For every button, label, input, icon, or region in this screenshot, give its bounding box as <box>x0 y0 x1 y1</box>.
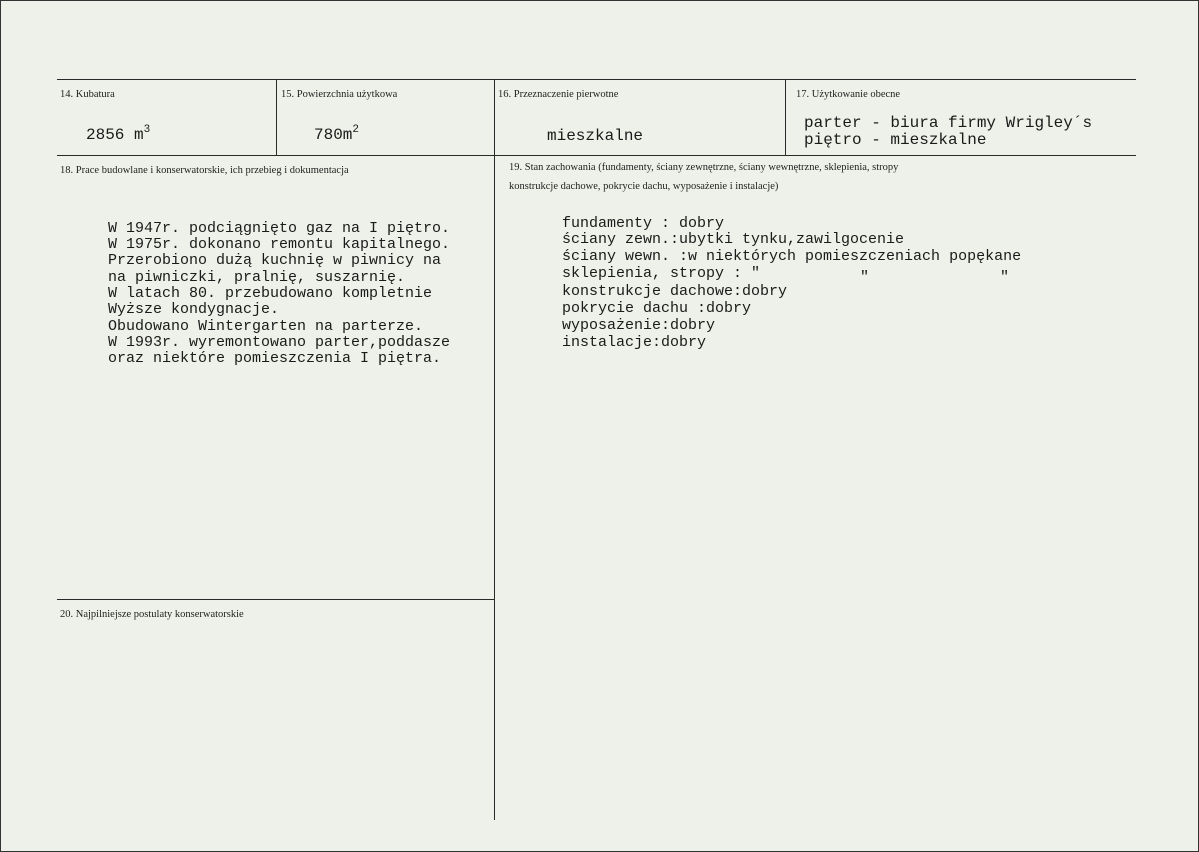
rule-above-field20 <box>57 599 495 600</box>
main-vertical-divider <box>494 155 495 820</box>
stan-line-1: fundamenty : dobry <box>562 215 725 232</box>
stan-ditto-2: " <box>1000 269 1010 286</box>
divider-16-17 <box>785 79 786 156</box>
stan-line-3: ściany wewn. :w niektórych pomieszczeniach popękane <box>562 248 1022 265</box>
label-stan-zachowania-1: 19. Stan zachowania (fundamenty, ściany zewnętrzne, ściany wewnętrzne, sklepienia, stropy <box>509 162 899 173</box>
stan-line-5: konstrukcje dachowe:dobry <box>562 283 788 300</box>
value-uzytkowanie-line-2: piętro - mieszkalne <box>804 131 987 149</box>
prace-line-8: W 1993r. wyremontowano parter,poddasze <box>108 334 451 351</box>
divider-14-15 <box>276 79 277 156</box>
stan-line-2: ściany zewn.:ubytki tynku,zawilgocenie <box>562 231 905 248</box>
stan-line-4: sklepienia, stropy : " <box>562 265 761 282</box>
label-prace-budowlane: 18. Prace budowlane i konserwatorskie, ich przebieg i dokumentacja <box>60 165 349 176</box>
label-kubatura: 14. Kubatura <box>60 89 115 100</box>
prace-line-1: W 1947r. podciągnięto gaz na I piętro. <box>108 220 451 237</box>
stan-line-8: instalacje:dobry <box>562 334 707 351</box>
prace-line-4: na piwniczki, pralnię, suszarnię. <box>108 269 406 286</box>
prace-line-5: W latach 80. przebudowano kompletnie <box>108 285 433 302</box>
value-przeznaczenie: mieszkalne <box>547 127 644 145</box>
value-kubatura: 2856 $m^3$ <box>86 124 151 144</box>
value-uzytkowanie-line-1: parter - biura firmy Wrigley´s <box>804 114 1093 132</box>
stan-line-7: wyposażenie:dobry <box>562 317 716 334</box>
prace-line-7: Obudowano Wintergarten na parterze. <box>108 318 424 335</box>
label-przeznaczenie: 16. Przeznaczenie pierwotne <box>498 89 619 100</box>
value-powierzchnia: $780m^2$ <box>314 124 360 144</box>
stan-ditto-1: " <box>860 269 870 286</box>
prace-line-6: Wyższe kondygnacje. <box>108 301 280 318</box>
prace-line-9: oraz niektóre pomieszczenia I piętra. <box>108 350 442 367</box>
label-uzytkowanie: 17. Użytkowanie obecne <box>796 89 901 100</box>
label-postulaty: 20. Najpilniejsze postulaty konserwatorskie <box>60 609 244 620</box>
label-powierzchnia: 15. Powierzchnia użytkowa <box>281 89 398 100</box>
prace-line-3: Przerobiono dużą kuchnię w piwnicy na <box>108 252 442 269</box>
divider-15-16 <box>494 79 495 156</box>
top-rule <box>57 79 1136 80</box>
rule-below-row1 <box>57 155 1136 156</box>
prace-line-2: W 1975r. dokonano remontu kapitalnego. <box>108 236 451 253</box>
label-stan-zachowania-2: konstrukcje dachowe, pokrycie dachu, wyposażenie i instalacje) <box>509 181 779 192</box>
stan-line-6: pokrycie dachu :dobry <box>562 300 752 317</box>
